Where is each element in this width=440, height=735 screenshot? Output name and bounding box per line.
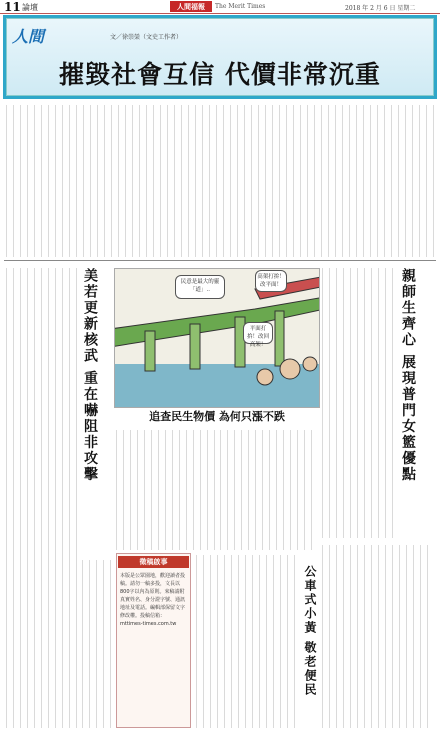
column-name: 人間 — [12, 27, 45, 46]
section-divider — [4, 260, 436, 261]
main-headline: 摧毀社會互信 代價非常沉重 — [59, 60, 381, 89]
right-article-text — [322, 268, 394, 538]
bottom-article-text — [196, 555, 298, 728]
cartoon-caption: 追查民生物價 為何只漲不跌 — [149, 410, 285, 423]
page-number: 11 — [4, 0, 21, 14]
section-name: 論壇 — [22, 3, 38, 12]
center-article-text — [220, 430, 318, 550]
middle-article-text — [116, 430, 216, 550]
left-article-text — [6, 268, 78, 728]
left-article-title: 美若更新核武 重在嚇阻非攻擊 — [82, 268, 98, 483]
cartoon-bubble-2: 高架打拚！改平面！ — [255, 270, 287, 292]
bottom-article-title: 公車式小黃 敬老便民 — [303, 565, 317, 698]
submission-notice-body: 本版是公眾園地，歡迎讀者投稿。請勿一稿多投，文長以800字以內為原則。來稿請附真實姓名、身分證字號、通訊地址及電話。編輯部保留文字修改權。投稿信箱：mttimes-times.com.tw — [120, 573, 186, 627]
right-article-text-lower — [322, 545, 434, 728]
newspaper-logo: 人間福報 — [170, 1, 212, 12]
main-article-text — [6, 105, 434, 257]
cartoon-bubble-1: 民意是最大的靈「道」.. — [175, 275, 225, 299]
left-article-text-lower — [82, 560, 112, 728]
right-article-title: 親師生齊心 展現普門女籃優點 — [400, 268, 416, 483]
newspaper-logo-en: The Merit Times — [215, 3, 266, 10]
submission-notice-title: 徵稿啟事 — [118, 556, 189, 568]
publish-date: 2018 年 2 月 6 日 星期二 — [345, 5, 416, 12]
cartoon-bubble-3: 平面打拚！改回高架！ — [243, 322, 273, 344]
byline: 文／徐崇榮（文史工作者） — [110, 34, 183, 41]
